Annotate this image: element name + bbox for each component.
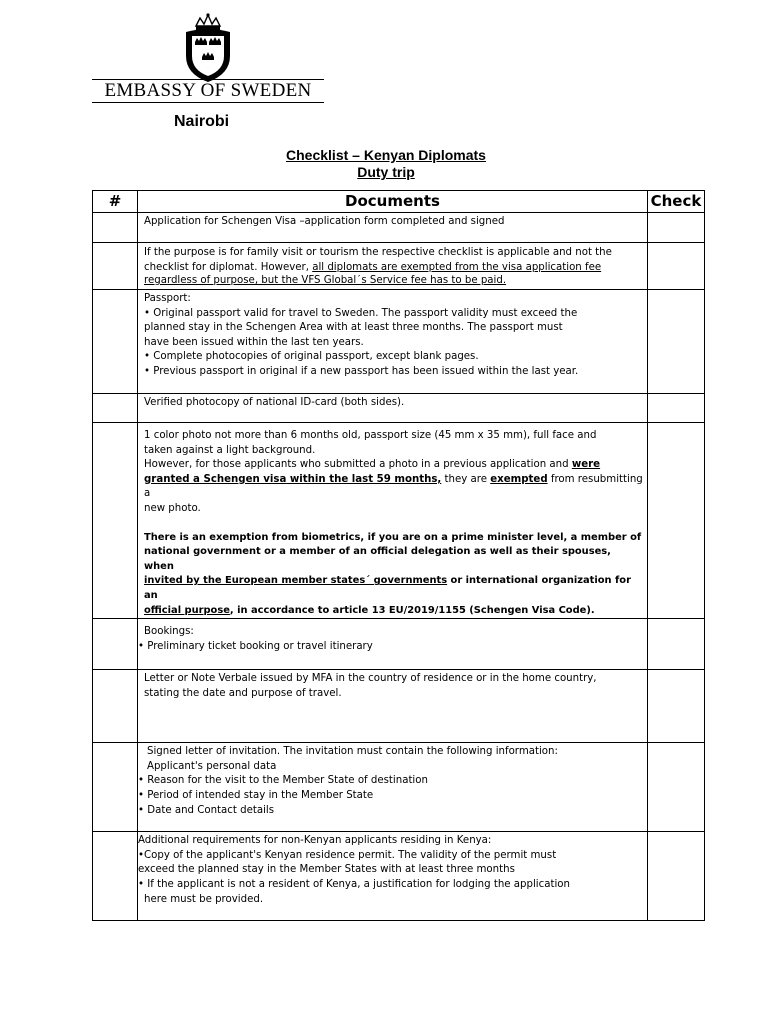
- document-text: stating the date and purpose of travel.: [144, 687, 342, 699]
- emphasis-text: were: [571, 459, 601, 471]
- document-cell: [138, 670, 648, 743]
- document-text: Verified photocopy of national ID-card (both sides).: [144, 397, 405, 408]
- table-row: [93, 394, 705, 423]
- document-heading: Passport:: [144, 293, 191, 304]
- column-header-documents: Documents: [138, 191, 648, 213]
- column-header-check: Check: [648, 191, 705, 213]
- document-text: planned stay in the Schengen Area with at least three months. The passport must: [144, 322, 563, 334]
- table-row: [93, 670, 705, 743]
- biometrics-exemption-text: or international organization for an: [144, 575, 631, 601]
- document-text: • Period of intended stay in the Member State: [138, 789, 374, 801]
- document-title: Checklist – Kenyan Diplomats: [286, 147, 486, 163]
- document-cell: [138, 743, 648, 832]
- document-text: they are: [441, 473, 491, 485]
- document-text: exceed the planned stay in the Member States with at least three months: [138, 864, 515, 876]
- check-cell[interactable]: [648, 394, 705, 423]
- document-text: • Reason for the visit to the Member State of destination: [138, 775, 428, 787]
- document-subtitle: Duty trip: [357, 164, 415, 180]
- row-number-cell: [93, 213, 138, 243]
- biometrics-exemption-text: , in accordance to article 13 EU/2019/1155 (Schengen Visa Code).: [229, 604, 595, 616]
- check-cell[interactable]: [648, 213, 705, 243]
- document-text: 1 color photo not more than 6 months old, passport size (45 mm x 35 mm), full face and: [144, 430, 597, 441]
- document-heading: Additional requirements for non-Kenyan applicants residing in Kenya:: [138, 835, 492, 847]
- emphasis-text: granted a Schengen visa within the last 59 months,: [144, 473, 442, 485]
- check-cell[interactable]: [648, 670, 705, 743]
- check-cell[interactable]: [648, 290, 705, 394]
- document-heading: Signed letter of invitation. The invitation must contain the following information:: [147, 746, 558, 758]
- row-number-cell: [93, 243, 138, 290]
- table-row: [93, 832, 705, 921]
- check-cell[interactable]: [648, 423, 705, 619]
- document-text: taken against a light background.: [144, 444, 316, 456]
- document-cell: [138, 619, 648, 670]
- document-cell: [138, 423, 648, 619]
- city-heading: Nairobi: [174, 113, 230, 130]
- row-number-cell: [93, 290, 138, 394]
- document-cell: [138, 394, 648, 423]
- biometrics-exemption-text: national government or a member of an official delegation as well as their spouses, when: [144, 546, 611, 572]
- check-cell[interactable]: [648, 743, 705, 832]
- row-number-cell: [93, 832, 138, 921]
- check-cell[interactable]: [648, 832, 705, 921]
- biometrics-exemption-text: official purpose: [144, 604, 230, 616]
- table-header-row: [93, 191, 705, 213]
- document-text: • If the applicant is not a resident of Kenya, a justification for lodging the application: [138, 878, 570, 890]
- document-text: •Copy of the applicant's Kenyan residence permit. The validity of the permit must: [138, 849, 557, 861]
- document-text: Letter or Note Verbale issued by MFA in the country of residence or in the home country,: [144, 673, 597, 685]
- table-row: [93, 743, 705, 832]
- row-number-cell: [93, 394, 138, 423]
- table-row: [93, 213, 705, 243]
- row-number-cell: [93, 670, 138, 743]
- document-text: • Preliminary ticket booking or travel itinerary: [138, 640, 373, 652]
- document-text: • Complete photocopies of original passport, except blank pages.: [144, 351, 479, 363]
- swedish-crest-icon: [182, 12, 234, 86]
- embassy-name: EMBASSY OF SWEDEN: [104, 80, 312, 101]
- document-text: have been issued within the last ten years.: [144, 336, 364, 348]
- biometrics-exemption-text: There is an exemption from biometrics, if you are on a prime minister level, a member of: [144, 531, 642, 543]
- document-text: Applicant's personal data: [147, 760, 277, 772]
- document-text: new photo.: [144, 502, 201, 514]
- logo-rule-bottom: [92, 102, 324, 103]
- document-text: Application for Schengen Visa –application form completed and signed: [144, 216, 505, 227]
- table-row: [93, 290, 705, 394]
- check-cell[interactable]: [648, 243, 705, 290]
- row-number-cell: [93, 619, 138, 670]
- document-text: • Date and Contact details: [138, 804, 275, 816]
- row-number-cell: [93, 423, 138, 619]
- document-text: However, for those applicants who submitted a photo in a previous application and: [144, 459, 572, 471]
- document-text: checklist for diplomat. However,: [144, 261, 313, 273]
- table-row: [93, 619, 705, 670]
- document-cell: [138, 213, 648, 243]
- document-cell: [138, 832, 648, 921]
- document-text: If the purpose is for family visit or tourism the respective checklist is applicable and not the: [144, 247, 612, 258]
- checklist-table: [92, 190, 705, 921]
- fee-exemption-text: regardless of purpose, but the VFS Global´s Service fee has to be paid.: [144, 275, 507, 287]
- document-text: here must be provided.: [144, 893, 264, 905]
- check-cell[interactable]: [648, 619, 705, 670]
- table-row: [93, 243, 705, 290]
- biometrics-exemption-text: invited by the European member states´ governments: [144, 575, 448, 587]
- document-cell: [138, 290, 648, 394]
- document-text: • Original passport valid for travel to Sweden. The passport validity must exceed the: [144, 307, 578, 319]
- table-row: [93, 423, 705, 619]
- document-text: from resubmitting a: [144, 473, 643, 500]
- document-cell: [138, 243, 648, 290]
- document-heading: Bookings:: [144, 626, 194, 638]
- fee-exemption-text: all diplomats are exempted from the visa application fee: [312, 261, 602, 273]
- document-text: • Previous passport in original if a new passport has been issued within the last year.: [144, 365, 579, 377]
- emphasis-text: exempted: [490, 473, 548, 485]
- column-header-number: #: [93, 191, 138, 213]
- row-number-cell: [93, 743, 138, 832]
